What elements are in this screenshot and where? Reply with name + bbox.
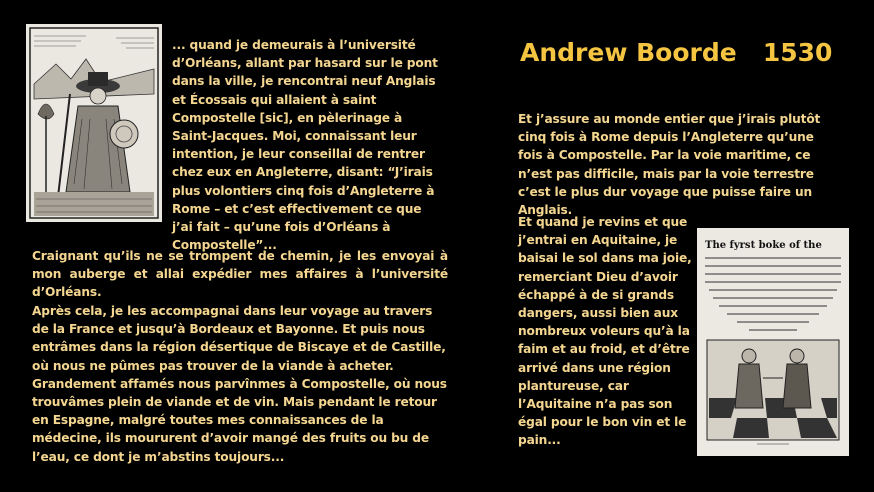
quote-voyage-text: Après cela, je les accompagnai dans leur voyage au travers de la France et jusqu’à Bordeaux et Bayonne. Et puis nous entrâmes dans la région désertique de Biscaye et de Castille, où nous ne pûmes pas trouver de la viande à acheter. Grandement affamés nous parvînmes à Compostelle, où nous trouvâmes plein de viande et de vin. Mais pendant le retour en Espagne, malgré toutes mes connaissances de la médecine, ils moururent d’avoir mangé des fruits ou bu de l’eau, ce dont je m’abstins toujours... <box>32 304 447 464</box>
quote-orleans-text: ... quand je demeurais à l’université d’Orléans, allant par hasard sur le pont dans la ville, je rencontrai neuf Anglais et Écossais qui allaient à saint Compostelle [sic], en pèlerinage à Saint-Jacques. Moi, connaissant leur intention, je leur conseillai de rentrer chez eux en Angleterre, disant: “J’irais plus volontiers cinq fois d’Angleterre à Rome – et c’est effectivement ce que j’ai fait – qu’une fois d’Orléans à Compostelle”... <box>172 38 438 253</box>
quote-rome-text: Et j’assure au monde entier que j’irais plutôt cinq fois à Rome depuis l’Angleterre qu’une fois à Compostelle. Par la voie maritime, ce n’est pas difficile, mais par la voie terrestre c’est le plus dur voyage que puisse faire un Anglais. <box>518 112 821 218</box>
quote-aquitaine-text: Et quand je revins et que j’entrai en Aquitaine, je baisai le sol dans ma joie, remerciant Dieu d’avoir échappé à de si grands dangers, aussi bien aux nombreux voleurs qu’à la faim et au froid, et d’être arrivé dans une région plantureuse, car l’Aquitaine n’a pas son égal pour le bon vin et le pain... <box>518 215 692 448</box>
page-title: Andrew Boorde 1530 <box>520 38 833 67</box>
quote-auberge-text: Craignant qu’ils ne se trompent de chemin, je les envoyai à mon auberge et allai expédier mes affaires à l’université d’Orléans. <box>32 249 448 300</box>
woodcut-pilgrim-image <box>26 24 162 222</box>
book-page-image <box>697 228 849 456</box>
book-heading-text: The fyrst boke of the <box>705 240 822 251</box>
